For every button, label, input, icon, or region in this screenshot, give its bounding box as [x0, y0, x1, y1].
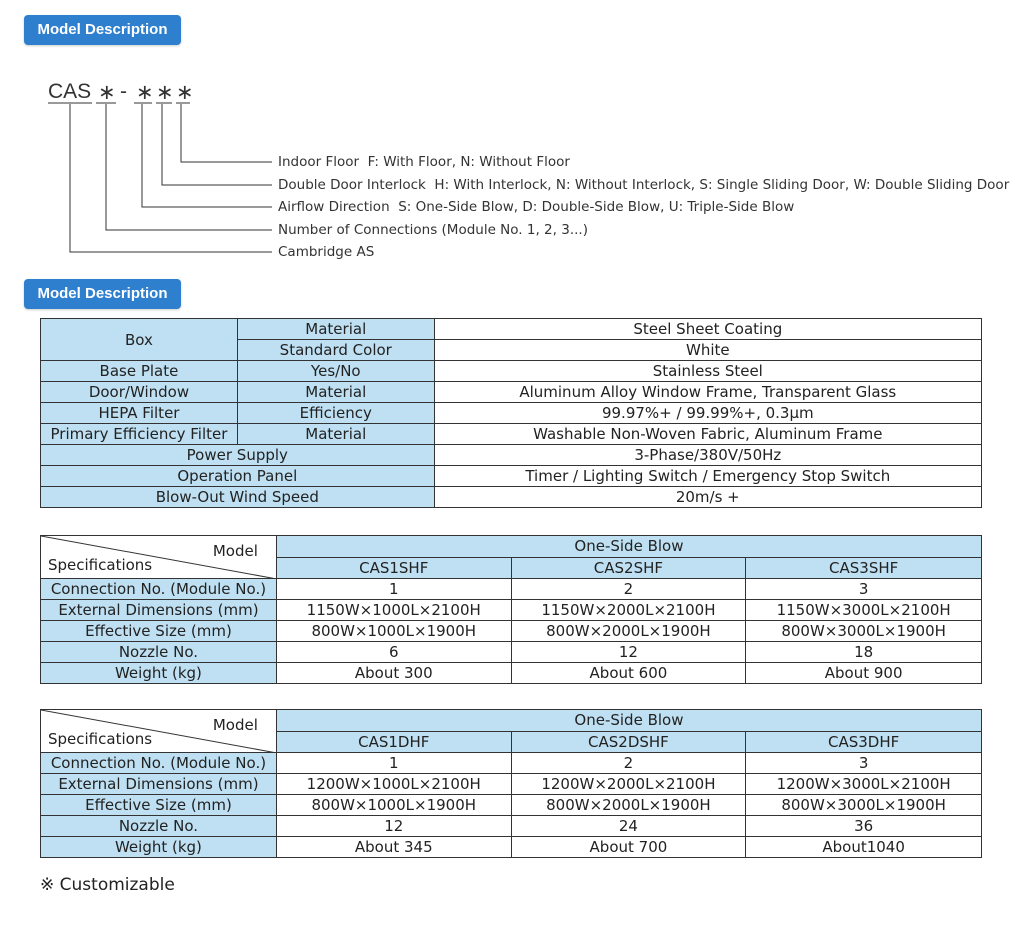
- table-row: [41, 774, 982, 795]
- row-label: Weight (kg): [41, 837, 277, 858]
- config-table: [40, 318, 982, 508]
- row-value: Steel Sheet Coating: [434, 319, 981, 340]
- spec-table-two: [40, 709, 982, 858]
- table-row: [41, 837, 982, 858]
- row-label-door: Door/Window: [41, 382, 238, 403]
- table-row: [41, 710, 982, 732]
- row-label: Effective Size (mm): [41, 621, 277, 642]
- table-cell: 12: [276, 816, 511, 837]
- row-sub-color: Standard Color: [237, 340, 434, 361]
- row-label-panel: Operation Panel: [41, 466, 435, 487]
- row-label: Connection No. (Module No.): [41, 753, 277, 774]
- row-label: External Dimensions (mm): [41, 774, 277, 795]
- model-header: CAS1DHF: [276, 731, 511, 753]
- table-cell: About 600: [511, 663, 746, 684]
- row-label: Weight (kg): [41, 663, 277, 684]
- code-star-connections: ∗: [98, 81, 116, 104]
- table-cell: 800W×3000L×1900H: [746, 795, 982, 816]
- row-label: Effective Size (mm): [41, 795, 277, 816]
- code-star-floor: ∗: [176, 81, 194, 104]
- table-row: [41, 663, 982, 684]
- table-cell: 1150W×2000L×2100H: [511, 600, 746, 621]
- group-header: One-Side Blow: [276, 710, 981, 732]
- table-cell: 1: [276, 579, 511, 600]
- code-prefix: CAS: [48, 80, 92, 103]
- table-row: [41, 466, 982, 487]
- row-value: Stainless Steel: [434, 361, 981, 382]
- row-sub-material: Material: [237, 319, 434, 340]
- row-value: 3-Phase/380V/50Hz: [434, 445, 981, 466]
- table-cell: 1: [276, 753, 511, 774]
- table-cell: 1200W×2000L×2100H: [511, 774, 746, 795]
- table-cell: 3: [746, 753, 982, 774]
- table-row: [41, 424, 982, 445]
- table-row: [41, 536, 982, 558]
- model-header: CAS2SHF: [511, 557, 746, 579]
- section-tag-model-description-2: Model Description: [24, 279, 181, 309]
- table-cell: 1150W×3000L×2100H: [746, 600, 982, 621]
- table-row: [41, 579, 982, 600]
- code-star-interlock: ∗: [156, 81, 174, 104]
- table-cell: 800W×2000L×1900H: [511, 795, 746, 816]
- corner-spec-label: Specifications: [48, 556, 153, 574]
- legend-connections: Number of Connections (Module No. 1, 2, 3...): [278, 222, 588, 238]
- row-label-power: Power Supply: [41, 445, 435, 466]
- row-label-box: Box: [41, 319, 238, 361]
- table-row: [41, 621, 982, 642]
- corner-cell: [41, 536, 277, 579]
- table-cell: 1150W×1000L×2100H: [276, 600, 511, 621]
- table-cell: 2: [511, 753, 746, 774]
- row-sub-material: Material: [237, 382, 434, 403]
- row-sub-yesno: Yes/No: [237, 361, 434, 382]
- row-value: Aluminum Alloy Window Frame, Transparent Glass: [434, 382, 981, 403]
- table-cell: 6: [276, 642, 511, 663]
- table-row: [41, 795, 982, 816]
- table-row: [41, 816, 982, 837]
- table-cell: 2: [511, 579, 746, 600]
- row-label-base: Base Plate: [41, 361, 238, 382]
- row-sub-material: Material: [237, 424, 434, 445]
- code-star-airflow: ∗: [136, 81, 154, 104]
- table-cell: About 345: [276, 837, 511, 858]
- table-cell: 1200W×1000L×2100H: [276, 774, 511, 795]
- table-cell: About 700: [511, 837, 746, 858]
- row-value: 20m/s +: [434, 487, 981, 508]
- row-label: Nozzle No.: [41, 642, 277, 663]
- table-row: [41, 361, 982, 382]
- table-row: [41, 642, 982, 663]
- table-cell: 800W×2000L×1900H: [511, 621, 746, 642]
- table-cell: 24: [511, 816, 746, 837]
- table-cell: About 900: [746, 663, 982, 684]
- code-dash: -: [120, 80, 127, 103]
- table-row: [41, 487, 982, 508]
- table-cell: 12: [511, 642, 746, 663]
- table-cell: 800W×3000L×1900H: [746, 621, 982, 642]
- row-label: Nozzle No.: [41, 816, 277, 837]
- table-cell: 18: [746, 642, 982, 663]
- model-header: CAS1SHF: [276, 557, 511, 579]
- row-label: External Dimensions (mm): [41, 600, 277, 621]
- group-header: One-Side Blow: [276, 536, 981, 558]
- table-cell: 36: [746, 816, 982, 837]
- row-label-primary: Primary Efficiency Filter: [41, 424, 238, 445]
- legend-door-interlock: Double Door Interlock H: With Interlock, N: Without Interlock, S: Single Sliding Door, W: Double Sliding Door: [278, 177, 1010, 193]
- table-row: [41, 403, 982, 424]
- table-row: [41, 445, 982, 466]
- section-tag-model-description: Model Description: [24, 15, 181, 45]
- table-cell: 800W×1000L×1900H: [276, 795, 511, 816]
- row-label-wind: Blow-Out Wind Speed: [41, 487, 435, 508]
- row-label-hepa: HEPA Filter: [41, 403, 238, 424]
- row-value: 99.97%+ / 99.99%+, 0.3μm: [434, 403, 981, 424]
- legend-airflow-direction: Airflow Direction S: One-Side Blow, D: Double-Side Blow, U: Triple-Side Blow: [278, 199, 795, 215]
- legend-indoor-floor: Indoor Floor F: With Floor, N: Without Floor: [278, 154, 570, 170]
- table-row: [41, 382, 982, 403]
- table-row: [41, 600, 982, 621]
- model-header: CAS3DHF: [746, 731, 982, 753]
- model-header: CAS2DSHF: [511, 731, 746, 753]
- table-cell: 1200W×3000L×2100H: [746, 774, 982, 795]
- row-sub-efficiency: Efficiency: [237, 403, 434, 424]
- corner-model-label: Model: [212, 542, 258, 560]
- row-value: Timer / Lighting Switch / Emergency Stop Switch: [434, 466, 981, 487]
- table-cell: 3: [746, 579, 982, 600]
- row-value: White: [434, 340, 981, 361]
- corner-model-label: Model: [212, 716, 258, 734]
- table-cell: About1040: [746, 837, 982, 858]
- row-value: Washable Non-Woven Fabric, Aluminum Frame: [434, 424, 981, 445]
- table-row: [41, 753, 982, 774]
- row-label: Connection No. (Module No.): [41, 579, 277, 600]
- table-row: [41, 319, 982, 340]
- legend-cambridge: Cambridge AS: [278, 244, 375, 260]
- model-header: CAS3SHF: [746, 557, 982, 579]
- corner-spec-label: Specifications: [48, 730, 153, 748]
- table-cell: About 300: [276, 663, 511, 684]
- customizable-note: ※ Customizable: [40, 875, 175, 895]
- corner-cell: [41, 710, 277, 753]
- table-cell: 800W×1000L×1900H: [276, 621, 511, 642]
- spec-table-one: [40, 535, 982, 684]
